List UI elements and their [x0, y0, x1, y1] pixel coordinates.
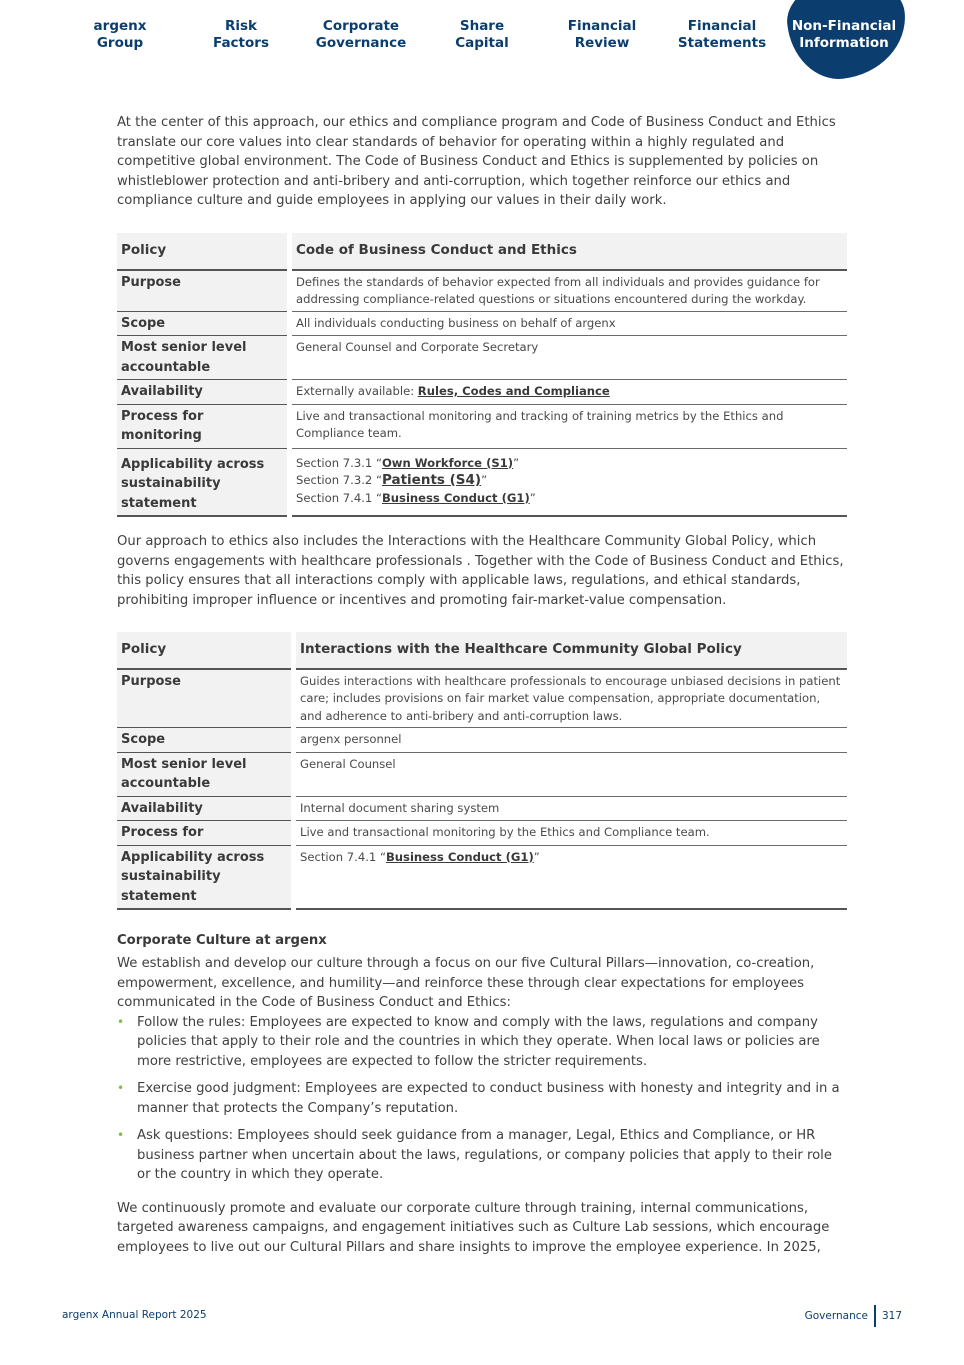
- table-header-row: [117, 233, 847, 271]
- nav-item-line2: Review: [574, 35, 630, 51]
- row-value-availability: [292, 380, 847, 405]
- row-label-availability: Availability: [117, 380, 287, 405]
- header-label: Policy: [117, 233, 287, 271]
- row-value-availability: Internal document sharing system: [296, 797, 847, 822]
- row-label-availability: Availability: [117, 797, 291, 822]
- table-row: [117, 753, 847, 797]
- row-label-purpose: Purpose: [117, 271, 287, 312]
- table-row: [117, 405, 847, 449]
- patients-link[interactable]: Patients (S4): [381, 472, 482, 488]
- header-label: Policy: [117, 632, 291, 670]
- list-item: • Ask questions: Employees should seek guidance from a manager, Legal, Ethics and Compliance, or HR business partner when uncertain about the laws, regulations, or company policies that apply to their role or the country in which they operate.: [117, 1128, 832, 1182]
- rules-codes-compliance-link[interactable]: Rules, Codes and Compliance: [417, 384, 610, 398]
- nav-item-line2: Capital: [455, 35, 509, 51]
- footer-divider: [874, 1305, 876, 1327]
- applicability-line: Section 7.3.1 “Own Workforce (S1)”: [296, 455, 520, 470]
- top-navigation: [60, 0, 910, 80]
- table-row: [117, 312, 847, 337]
- list-item: • Follow the rules: Employees are expected to know and comply with the laws, regulations and company policies that apply to their role and the countries in which they operate. When local laws or policies are more restrictive, employees are expected to follow the stricter requirements.: [117, 1014, 820, 1069]
- culture-intro-paragraph: We establish and develop our culture through a focus on our five Cultural Pillars—innovation, co-creation, empowerment, excellence, and humility—and reinforce these through clear expectations for employees communicated in the Code of Business Conduct and Ethics:: [117, 956, 815, 1010]
- culture-bullet-list: [117, 1013, 849, 1185]
- row-value-scope: All individuals conducting business on behalf of argenx: [292, 312, 847, 337]
- nav-item-risk-factors[interactable]: [181, 18, 301, 52]
- nav-item-line1: Risk: [224, 18, 258, 34]
- header-value: Code of Business Conduct and Ethics: [292, 233, 847, 271]
- page-number: 317: [881, 1310, 902, 1322]
- table-row: [117, 449, 847, 518]
- row-value-purpose: Defines the standards of behavior expected from all individuals and provides guidance for addressing compliance-related questions or situations encountered during the workday.: [292, 271, 847, 312]
- row-value-accountable: General Counsel: [296, 753, 847, 797]
- row-label-accountable: Most senior level accountable: [117, 753, 291, 797]
- nav-item-line2: Governance: [315, 35, 407, 51]
- availability-prefix: Externally available:: [296, 384, 418, 398]
- header-value: Interactions with the Healthcare Community Global Policy: [296, 632, 847, 670]
- nav-item-line1: Share: [459, 18, 505, 34]
- middle-paragraph: Our approach to ethics also includes the Interactions with the Healthcare Community Global Policy, which governs engagements with healthcare professionals . Together with the Code of Business Conduct and Ethics, this policy ensures that all interactions comply with applicable laws, regulations, and ethical standards, prohibiting improper influence or incentives and promoting fair-market-value compensation.: [117, 534, 844, 608]
- row-label-monitoring: Process for: [117, 821, 291, 846]
- footer-section-name: Governance: [804, 1310, 868, 1322]
- row-value-accountable: General Counsel and Corporate Secretary: [292, 336, 847, 380]
- nav-item-corporate-governance[interactable]: [301, 18, 421, 52]
- own-workforce-link[interactable]: Own Workforce (S1): [381, 455, 514, 470]
- row-value-purpose: Guides interactions with healthcare professionals to encourage unbiased decisions in patient care; includes provisions on fair market value compensation, appropriate documentation, and adherence to anti-bribery and anti-corruption laws.: [296, 670, 847, 729]
- table-row: [117, 846, 847, 911]
- table-row: [117, 336, 847, 380]
- table-row: [117, 797, 847, 822]
- row-label-scope: Scope: [117, 728, 291, 753]
- nav-item-line1: Financial: [687, 18, 757, 34]
- row-label-scope: Scope: [117, 312, 287, 337]
- nav-item-share-capital[interactable]: [422, 18, 542, 52]
- nav-item-financial-review[interactable]: [542, 18, 662, 52]
- row-value-monitoring: Live and transactional monitoring and tracking of training metrics by the Ethics and Compliance team.: [292, 405, 847, 449]
- table-row: [117, 670, 847, 729]
- nav-item-line1: Financial: [567, 18, 637, 34]
- table-row: [117, 271, 847, 312]
- row-label-applicability: Applicability across sustainability statement: [117, 846, 291, 911]
- row-value-monitoring: Live and transactional monitoring by the Ethics and Compliance team.: [296, 821, 847, 846]
- row-label-monitoring: Process for monitoring: [117, 405, 287, 449]
- culture-closing-paragraph: We continuously promote and evaluate our corporate culture through training, internal communications, targeted awareness campaigns, and engagement initiatives such as Culture Lab sessions, which encourage employees to live out our Cultural Pillars and share insights to improve the employee experience. In 2025,: [117, 1200, 830, 1255]
- table-header-row: [117, 632, 847, 670]
- nav-item-line2: Factors: [213, 35, 269, 51]
- row-value-applicability: [296, 846, 847, 911]
- nav-item-financial-statements[interactable]: [662, 18, 782, 52]
- nav-item-line2: Information: [799, 35, 889, 51]
- policy-table-code-of-conduct: [117, 233, 847, 517]
- applicability-line: Section 7.3.2 “Patients (S4)”: [296, 472, 488, 488]
- table-row: [117, 728, 847, 753]
- nav-item-line2: Group: [96, 35, 144, 51]
- row-value-applicability: [292, 449, 847, 518]
- policy-table-healthcare-community: [117, 632, 847, 910]
- row-value-scope: argenx personnel: [296, 728, 847, 753]
- nav-item-argenx-group[interactable]: [60, 18, 180, 52]
- row-label-accountable: Most senior level accountable: [117, 336, 287, 380]
- section-heading: Corporate Culture at argenx: [117, 933, 327, 948]
- business-conduct-link[interactable]: Business Conduct (G1): [381, 490, 530, 505]
- nav-item-non-financial-information[interactable]: [783, 18, 905, 52]
- list-item: • Exercise good judgment: Employees are expected to conduct business with honesty and integrity and in a manner that protects the Company’s reputation.: [117, 1081, 840, 1116]
- row-label-applicability: Applicability across sustainability statement: [117, 449, 287, 518]
- table-row: [117, 821, 847, 846]
- nav-item-line2: Statements: [677, 35, 767, 51]
- nav-item-line1: argenx: [93, 18, 147, 34]
- bullet-icon: •: [117, 1014, 125, 1029]
- business-conduct-link[interactable]: Business Conduct (G1): [385, 849, 534, 864]
- footer-report-title: argenx Annual Report 2025: [62, 1309, 207, 1321]
- row-label-purpose: Purpose: [117, 670, 291, 729]
- nav-item-line1: Corporate: [322, 18, 400, 34]
- bullet-icon: •: [117, 1081, 125, 1095]
- nav-item-line1: Non-Financial: [791, 18, 897, 34]
- table-row: [117, 380, 847, 405]
- corporate-culture-section: [117, 931, 849, 1257]
- applicability-line: Section 7.4.1 “Business Conduct (G1)”: [296, 490, 536, 505]
- applicability-line: Section 7.4.1 “Business Conduct (G1)”: [300, 849, 540, 864]
- bullet-icon: •: [117, 1128, 125, 1142]
- intro-paragraph: At the center of this approach, our ethics and compliance program and Code of Business Conduct and Ethics translate our core values into clear standards of behavior for operating within a highly regulated and competitive global environment. The Code of Business Conduct and Ethics is supplemented by policies on whistleblower protection and anti-bribery and anti-corruption, which together reinforce our ethics and compliance culture and guide employees in applying our values in their daily work.: [117, 115, 836, 208]
- footer-page-info: [805, 1305, 902, 1327]
